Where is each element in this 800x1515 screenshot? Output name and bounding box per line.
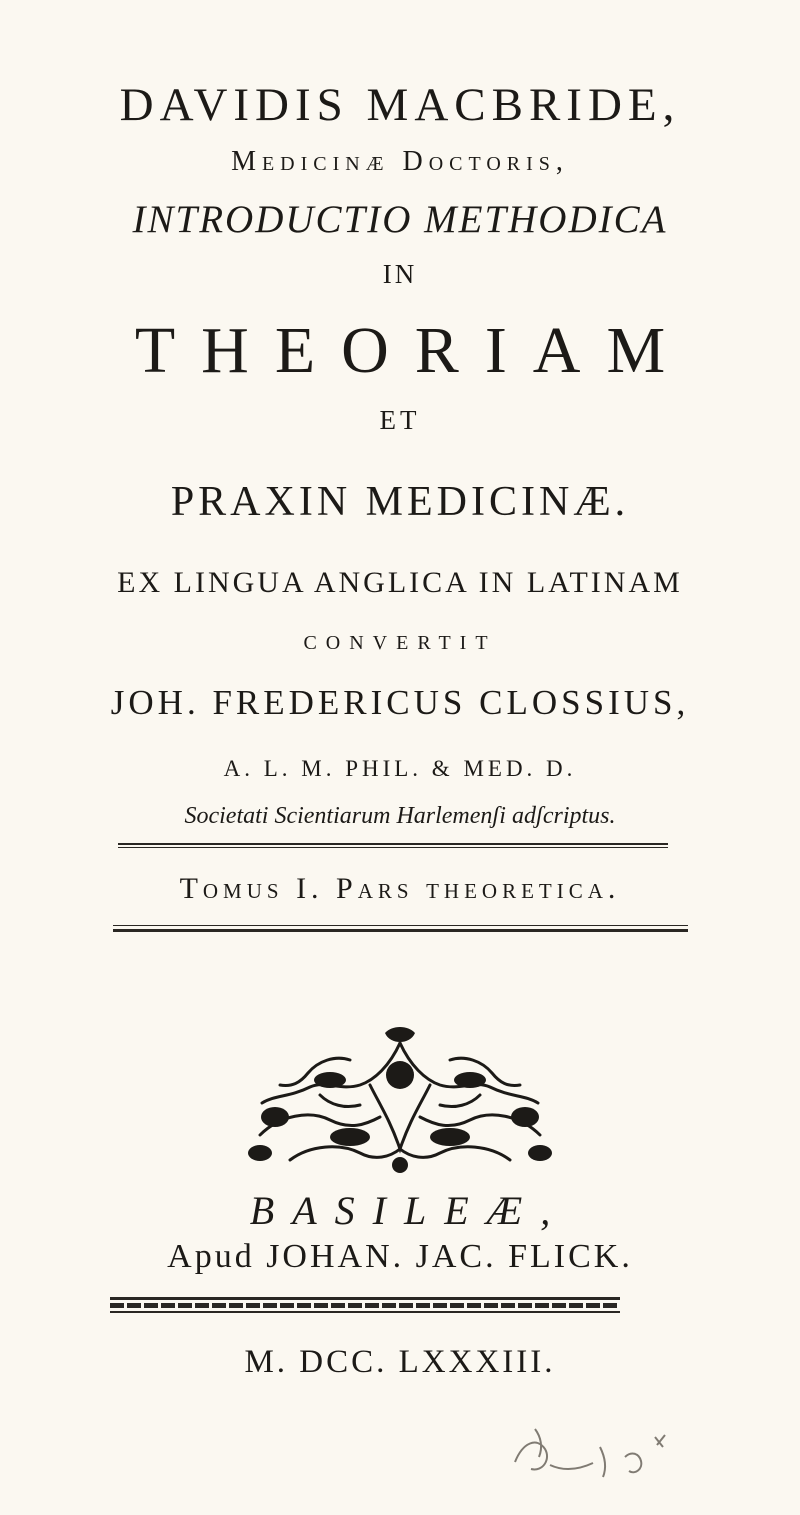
title-line-5: PRAXIN MEDICINÆ.: [170, 479, 630, 525]
author-title: Medicinæ Doctoris,: [231, 146, 569, 177]
ornamental-rule: [110, 1297, 620, 1300]
imprint-place: BASILEÆ,: [249, 1188, 569, 1233]
divider-rule: [113, 925, 688, 926]
title-line-3: THEORIAM: [134, 314, 692, 387]
convertit-line: CONVERTIT: [303, 632, 497, 654]
translator-name: JOH. FREDERICUS CLOSSIUS,: [110, 683, 690, 722]
divider-rule: [118, 843, 668, 845]
author-name: DAVIDIS MACBRIDE,: [119, 79, 681, 131]
title-line-1: INTRODUCTIO METHODICA: [132, 198, 668, 241]
ornamental-rule: [110, 1311, 620, 1313]
divider-rule: [118, 847, 668, 848]
divider-rule: [113, 929, 688, 932]
imprint-publisher: Apud JOHAN. JAC. FLICK.: [167, 1238, 633, 1275]
imprint-year: M. DCC. LXXXIII.: [244, 1344, 556, 1380]
volume-line: Tomus I. Pars theoretica.: [179, 872, 621, 905]
ornamental-rule: [110, 1303, 620, 1308]
translator-affiliation: Societati Scientiarum Harlemenʃi adʃcriptus.: [184, 803, 616, 829]
printers-ornament-icon: [200, 1025, 600, 1180]
library-stamp-icon: [505, 1417, 685, 1487]
translator-degrees: A. L. M. PHIL. & MED. D.: [223, 756, 577, 781]
translation-line: EX LINGUA ANGLICA IN LATINAM: [117, 566, 683, 599]
title-line-2: IN: [382, 259, 418, 289]
title-line-4: ET: [379, 405, 421, 435]
